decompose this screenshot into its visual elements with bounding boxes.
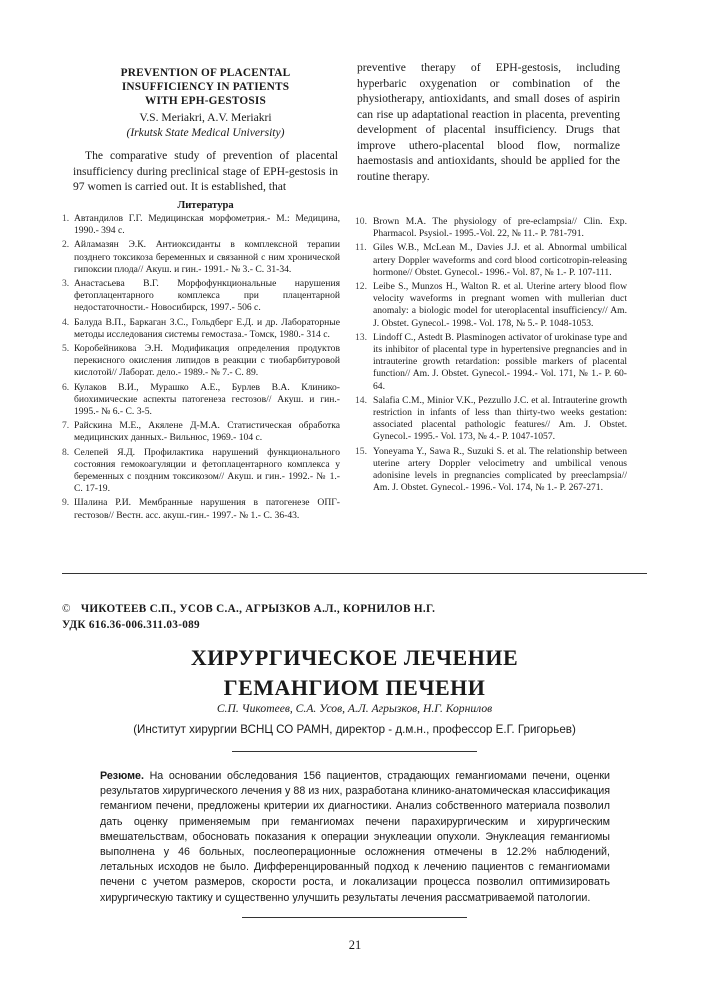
reference-text: Коробейникова Э.Н. Модификация определения продуктов перекисного окисления липидов в реакции с тиобарбитуровой кислотой// Лаборат. дело.- 1989.- № 7.- С. 89. bbox=[74, 343, 340, 379]
reference-number: 4. bbox=[62, 316, 70, 328]
divider bbox=[232, 751, 477, 752]
udc-code: УДК 616.36-006.311.03-089 bbox=[62, 619, 200, 631]
reference-number: 11. bbox=[355, 242, 367, 254]
reference-item bbox=[355, 216, 627, 240]
english-abstract-title-line: PREVENTION OF PLACENTAL bbox=[120, 67, 291, 79]
reference-item bbox=[62, 213, 340, 237]
reference-number: 14. bbox=[355, 394, 367, 406]
divider bbox=[242, 917, 467, 918]
reference-item bbox=[355, 281, 627, 330]
article-title bbox=[62, 643, 647, 703]
resume bbox=[100, 769, 610, 906]
reference-number: 6. bbox=[62, 381, 70, 393]
english-abstract-text-left: The comparative study of prevention of placental insufficiency during preclinical stage of EPH-gestosis in 97 women is carried out. It is established, that bbox=[73, 149, 338, 193]
reference-number: 5. bbox=[62, 343, 70, 355]
reference-text: Шалина Р.И. Мембранные нарушения в патогенезе ОПГ-гестозов// Вестн. асс. акуш.-гин.- 1997.- № 1.- С. 36-43. bbox=[74, 497, 340, 521]
reference-number: 2. bbox=[62, 239, 70, 251]
resume-text: На основании обследования 156 пациентов, страдающих гемангиомами печени, оценки результатов хирургического лечения у 88 из них, разработана клинико-анатомическая классификация гемангиом печени, предложены критерии их диагностики. Анализ собственного материала позволил дать оценку применяемым при гемангиомах печени парахирургическим и хирургическим вмешательствам, обосновать показания к операции энуклеации опухоли. Энуклеация гемангиомы выполнена у 46 больных, послеоперационные осложнения отмечены в 12.2% наблюдений, летальных исходов не было. Дифференцированный подход к лечению пациентов с гемангиомами печени с учетом размеров, скорости роста, и локализации процесса позволил оптимизировать хирургическую тактику и существенно улучшить результаты лечения рассматриваемой патологии. bbox=[100, 770, 610, 904]
article-meta bbox=[62, 601, 652, 633]
reference-text: Балуда В.П., Баркаган З.С., Гольдберг Е.Д. и др. Лабораторные методы исследования системы гемостаза.- Томск, 1980.- 314 с. bbox=[74, 316, 340, 340]
english-abstract-authors: V.S. Meriakri, A.V. Meriakri bbox=[139, 111, 272, 124]
reference-item bbox=[62, 239, 340, 276]
reference-text: Айламазян Э.К. Антиоксиданты в комплексной терапии позднего токсикоза беременных и связанной с ним хронической гипоксии плода// Акуш. и гин.- 1991.- № 3.- С. 31-34. bbox=[74, 239, 340, 275]
references-heading: Литература bbox=[177, 200, 234, 211]
reference-item bbox=[355, 242, 627, 279]
reference-number: 8. bbox=[62, 446, 70, 458]
reference-item bbox=[62, 420, 340, 444]
reference-number: 12. bbox=[355, 281, 367, 293]
article-affiliation: (Институт хирургии ВСНЦ СО РАМН, директор - д.м.н., профессор Е.Г. Григорьев) bbox=[133, 723, 576, 736]
english-abstract-title-line: INSUFFICIENCY IN PATIENTS bbox=[121, 81, 290, 93]
reference-item bbox=[62, 382, 340, 419]
reference-item bbox=[62, 317, 340, 341]
english-abstract-title-line: WITH EPH-GESTOSIS bbox=[145, 95, 266, 107]
page-number: 21 bbox=[348, 938, 362, 952]
reference-text: Brown M.A. The physiology of pre-eclampsia// Clin. Exp. Pharmacol. Psysiol.- 1995.-Vol. 22, № 11.- P. 781-791. bbox=[373, 216, 627, 240]
reference-number: 13. bbox=[355, 331, 367, 343]
resume-label: Резюме. bbox=[100, 770, 144, 782]
reference-item bbox=[62, 343, 340, 380]
reference-text: Salafia C.M., Minior V.K., Pezzullo J.C. et al. Intrauterine growth restriction in infants of less than thirty-two weeks gestation: associated placental pathologic features// Am. J. Obstet. Gynecol.- 1995.- Vol. 173, № 4.- P. 1047-1057. bbox=[373, 394, 627, 443]
reference-number: 1. bbox=[62, 213, 70, 224]
article-title-line: ХИРУРГИЧЕСКОЕ ЛЕЧЕНИЕ bbox=[190, 645, 519, 670]
reference-text: Анастасьева В.Г. Морфофункциональные нарушения фетоплацентарного комплекса при плацентарной недостаточности.- Новосибирск, 1997.- 506 с. bbox=[74, 278, 340, 314]
english-abstract bbox=[73, 66, 338, 195]
article-authors: С.П. Чикотеев, С.А. Усов, А.Л. Агрызков, Н.Г. Корнилов bbox=[216, 702, 493, 715]
reference-text: Lindoff C., Astedt B. Plasminogen activator of urokinase type and its inhibitor of placental type in hypertensive pregnancies and in intrauterine growth retardation: possible markers of placental function// Am. J. Obstet. Gynecol.- 1994.- Vol. 171, № 1.- P. 60-64. bbox=[373, 331, 628, 392]
reference-text: Giles W.B., McLean M., Davies J.J. et al. Abnormal umbilical artery Doppler waveforms and cord blood corticotropin-releasing hormone// Obstet. Gynecol.- 1996.- Vol. 87, № 1.- P. 107-111. bbox=[373, 242, 627, 278]
copyright-symbol: © bbox=[62, 603, 71, 615]
reference-item bbox=[62, 447, 340, 496]
article-authors-caps: ЧИКОТЕЕВ С.П., УСОВ С.А., АГРЫЗКОВ А.Л., КОРНИЛОВ Н.Г. bbox=[80, 603, 436, 615]
reference-number: 3. bbox=[62, 278, 70, 290]
reference-item bbox=[355, 332, 627, 393]
reference-item bbox=[62, 497, 340, 521]
references-list-right bbox=[355, 216, 627, 496]
references-list-left bbox=[62, 213, 340, 524]
reference-number: 7. bbox=[62, 420, 70, 432]
reference-text: Автандилов Г.Г. Медицинская морфометрия.- М.: Медицина, 1990.- 394 с. bbox=[74, 213, 340, 237]
reference-item bbox=[355, 446, 627, 495]
reference-item bbox=[355, 395, 627, 444]
article-title-line: ГЕМАНГИОМ ПЕЧЕНИ bbox=[223, 675, 486, 700]
english-abstract-affiliation: (Irkutsk State Medical University) bbox=[126, 126, 285, 139]
reference-text: Yoneyama Y., Sawa R., Suzuki S. et al. The relationship between uterine artery Doppler velocimetry and umbilical venous adonisine levels in pregnancies complicated by preeclampsia// Am. J. Obstet. Gynecol.- 1996.- Vol. 174, № 1.- P. 267-271. bbox=[373, 445, 627, 494]
english-abstract-text-right: preventive therapy of EPH-gestosis, including hyperbaric oxygenation or combination of the physiotherapy, antioxidants, and small doses of aspirin can rise up adaptational reaction in placenta, preventing development of placental insufficiency. Drugs that improve uthero-placental blood flow, normalize haemostasis and antioxidants, should be applied for the routine therapy. bbox=[357, 61, 620, 183]
reference-number: 9. bbox=[62, 497, 70, 509]
reference-item bbox=[62, 278, 340, 315]
reference-text: Селепей Я.Д. Профилактика нарушений функционального состояния гемокоагуляции и фетоплацентарного комплекса у беременных с поздним токсикозом// Акуш. и гин.- 1992.- № 1.- С. 17-19. bbox=[74, 446, 340, 495]
section-divider bbox=[62, 573, 647, 574]
english-abstract-title bbox=[73, 66, 338, 108]
reference-number: 10. bbox=[355, 216, 367, 227]
reference-text: Райскина М.Е., Акялене Д-М.А. Статистическая обработка медицинских данных.- Вильнюс, 1969.- 104 с. bbox=[74, 420, 340, 444]
reference-text: Leibe S., Munzos H., Walton R. et al. Uterine artery blood flow velocity waveforms in pregnant women with mullerian duct anomaly: a biologic model for uteroplacental insufficiency// Am. J. Obstet. Gynecol.- 1998.- Vol. 178, № 5.- P. 1048-1053. bbox=[373, 281, 627, 329]
reference-text: Кулаков В.И., Мурашко А.Е., Бурлев В.А. Клинико-биохимические аспекты патогенеза гестозов// Акуш. и гин.- 1995.- № 6.- С. 3-5. bbox=[74, 381, 340, 418]
reference-number: 15. bbox=[355, 445, 367, 457]
